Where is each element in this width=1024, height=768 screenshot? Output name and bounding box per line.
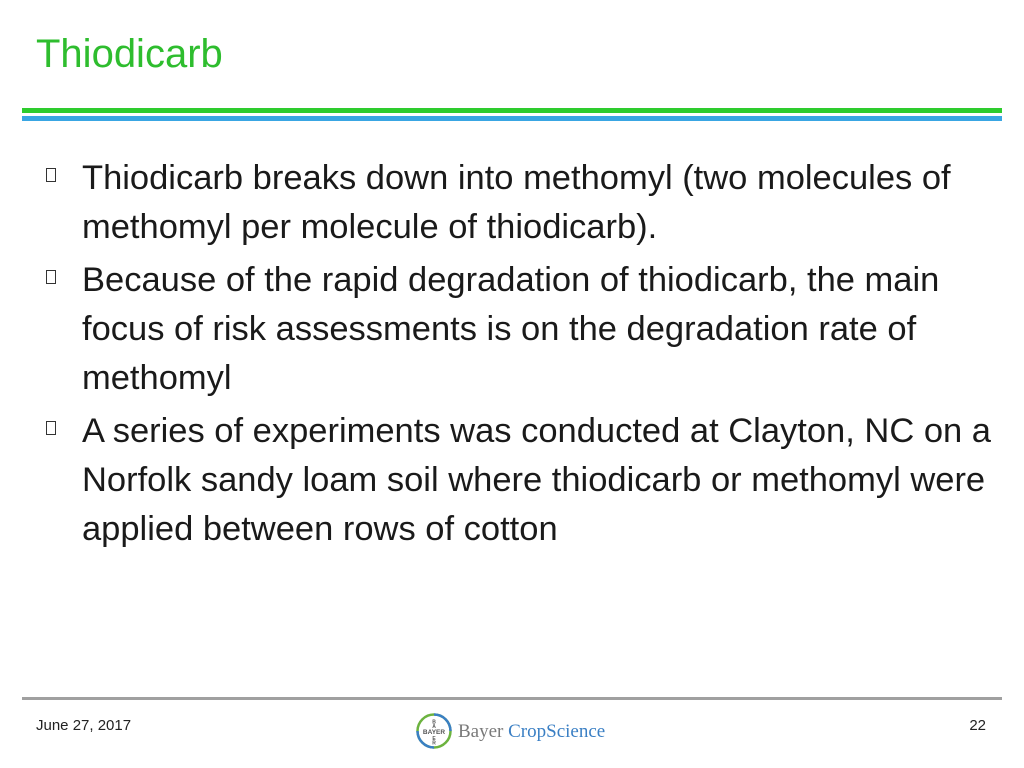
bullet-marker-icon: [44, 256, 82, 284]
bayer-cropscience-logo: [416, 713, 605, 749]
bullet-marker-icon: [44, 154, 82, 182]
footer-divider: [22, 697, 1002, 700]
svg-text:E: E: [432, 736, 436, 742]
title-underline-green: [22, 108, 1002, 113]
bullet-text: Thiodicarb breaks down into methomyl (two molecules of methomyl per molecule of thiodicarb).: [82, 159, 951, 246]
bullet-list: [44, 154, 994, 558]
page-number: 22: [969, 717, 986, 734]
svg-text:R: R: [432, 740, 436, 747]
bullet-marker-icon: [44, 407, 82, 435]
footer-date: June 27, 2017: [36, 717, 132, 734]
logo-division: CropScience: [508, 720, 606, 742]
bullet-text: A series of experiments was conducted at Clayton, NC on a Norfolk sandy loam soil where thiodicarb or methomyl were applied between rows of cotton: [82, 412, 991, 548]
bullet-item: [44, 407, 994, 554]
slide-title: Thiodicarb: [36, 32, 223, 76]
svg-text:BAYER: BAYER: [422, 729, 446, 736]
logo-brand: Bayer: [458, 720, 504, 742]
svg-text:A: A: [432, 724, 436, 730]
bullet-item: [44, 154, 994, 252]
bayer-cross-icon: [416, 713, 452, 749]
svg-text:B: B: [432, 719, 436, 726]
bullet-text: Because of the rapid degradation of thiodicarb, the main focus of risk assessments is on the degradation rate of methomyl: [82, 261, 940, 397]
logo-wordmark: [458, 722, 605, 741]
bullet-item: [44, 256, 994, 403]
title-underline-blue: [22, 116, 1002, 121]
